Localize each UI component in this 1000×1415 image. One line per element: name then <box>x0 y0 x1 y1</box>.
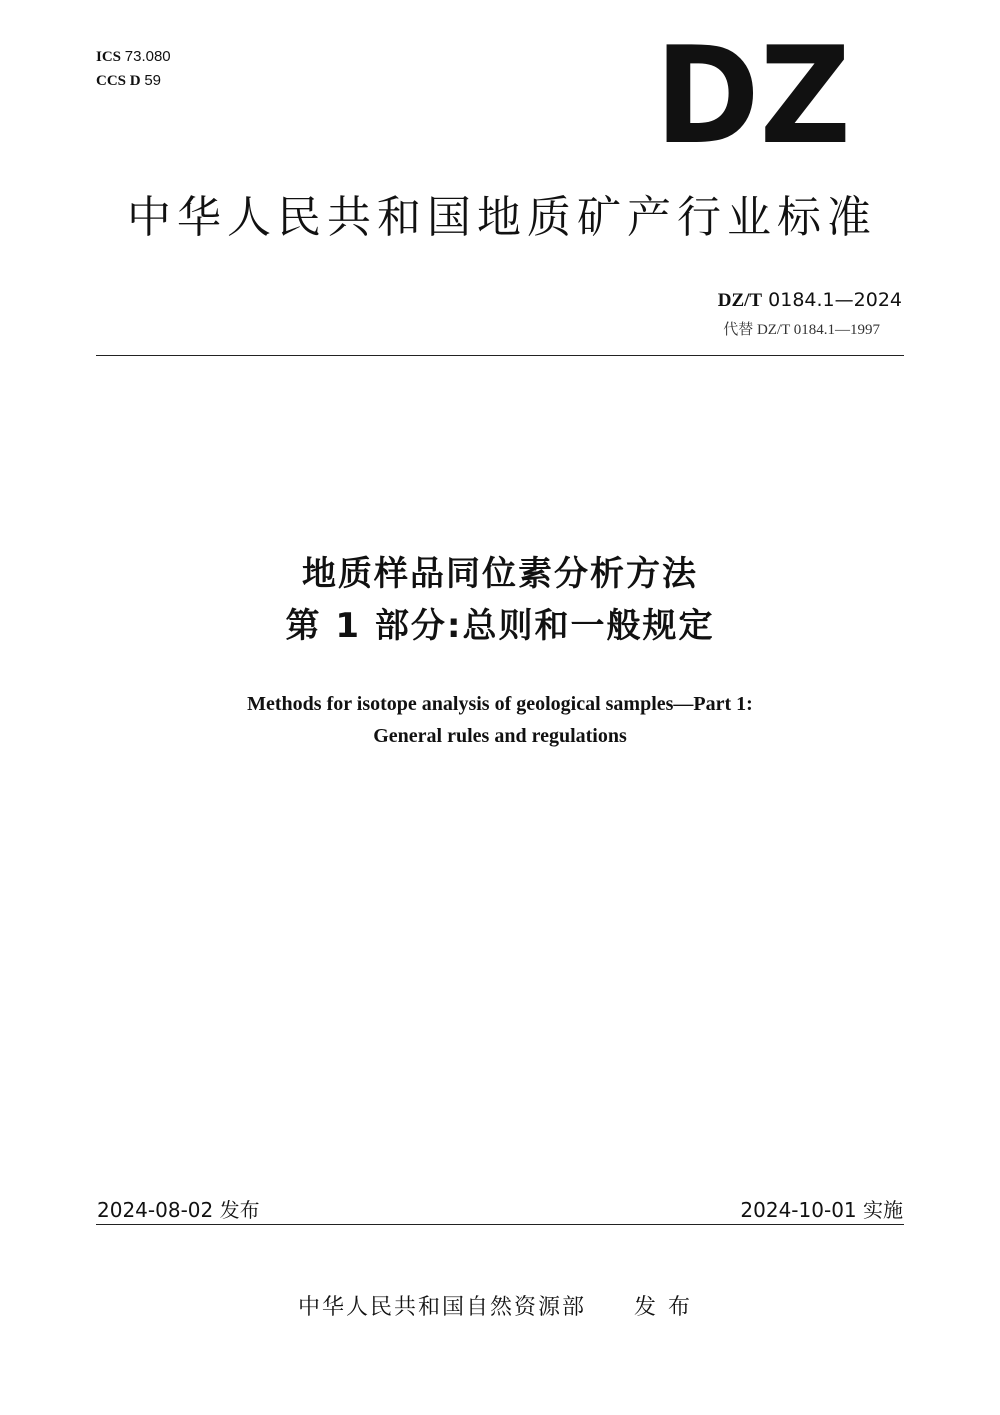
publish-action: 发布 <box>634 1295 703 1320</box>
top-divider <box>96 355 904 356</box>
dz-logo <box>655 44 851 144</box>
title-en-line1: Methods for isotope analysis of geological samples—Part 1: <box>247 693 753 715</box>
replaces-note: 代替 DZ/T 0184.1—1997 <box>723 322 880 338</box>
standard-code <box>718 288 902 313</box>
dz-logo-text: DZ <box>655 44 851 144</box>
standard-code-prefix: DZ/T <box>717 290 763 311</box>
classification-codes <box>96 47 171 95</box>
issue-date: 2024-08-02 发布 <box>97 1198 260 1222</box>
publisher-name: 中华人民共和国自然资源部 <box>297 1295 586 1320</box>
standard-category-title: 中华人民共和国地质矿产行业标准 <box>127 192 877 243</box>
title-en-line2: General rules and regulations <box>373 725 627 747</box>
ics-code: ICS 73.080 <box>96 48 171 65</box>
standard-code-number: 0184.1—2024 <box>768 289 902 311</box>
implement-date: 2024-10-01 实施 <box>740 1198 903 1222</box>
title-cn-line2: 第 1 部分:总则和一般规定 <box>285 606 715 646</box>
publisher-line <box>0 1290 1000 1321</box>
bottom-divider <box>96 1224 904 1225</box>
ccs-code: CCS D 59 <box>96 72 162 89</box>
title-cn-line1: 地质样品同位素分析方法 <box>302 554 698 594</box>
